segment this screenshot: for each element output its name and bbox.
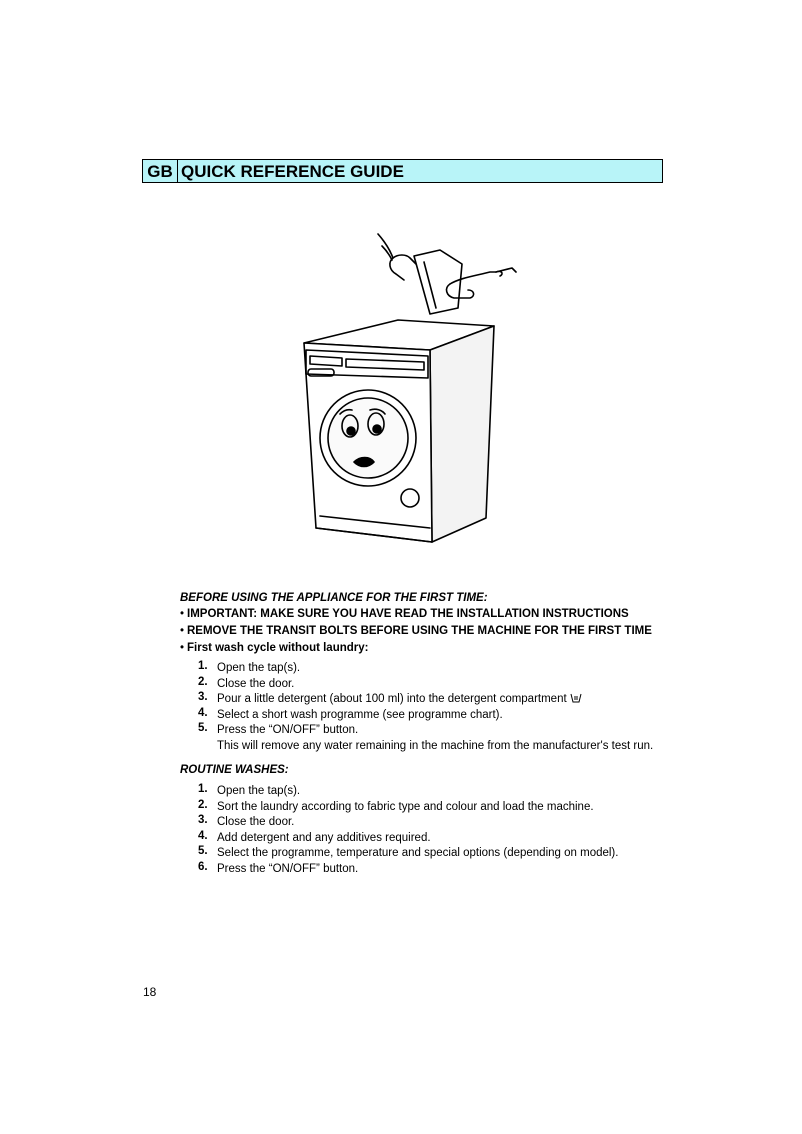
- step-number: 4.: [198, 706, 208, 719]
- step-text: Press the “ON/OFF” button.: [217, 862, 359, 875]
- step-number: 2.: [198, 798, 208, 811]
- list-item: [180, 800, 680, 816]
- washing-machine-illustration: [290, 228, 530, 550]
- step-number: 1.: [198, 783, 208, 795]
- page-title: QUICK REFERENCE GUIDE: [178, 159, 663, 183]
- step-number: 5.: [198, 845, 208, 857]
- bullet-item: [180, 642, 680, 655]
- list-item: [180, 784, 680, 800]
- step-text: Select the programme, temperature and special options (depending on model).: [217, 847, 619, 859]
- step-text: Sort the laundry according to fabric type and colour and load the machine.: [217, 800, 594, 813]
- bullet-item: [180, 625, 680, 638]
- list-item: [180, 831, 680, 847]
- bullet-text: First wash cycle without laundry:: [187, 642, 369, 654]
- step-text: Add detergent and any additives required.: [217, 831, 431, 844]
- step-text: Select a short wash programme (see programme chart).: [217, 708, 503, 721]
- list-item: [180, 862, 680, 878]
- step-text: Close the door.: [217, 816, 295, 828]
- bullet-dot: •: [180, 608, 185, 620]
- step-note: This will remove any water remaining in the machine from the manufacturer's test run.: [217, 739, 654, 752]
- step-number: 5.: [198, 722, 208, 734]
- step-number: 2.: [198, 675, 208, 688]
- step-number: 4.: [198, 829, 208, 842]
- routine-steps: [180, 784, 680, 877]
- bullet-dot: •: [180, 642, 185, 654]
- step-number: 3.: [198, 691, 208, 703]
- list-item: [180, 846, 680, 862]
- section-title-routine: ROUTINE WASHES:: [180, 764, 289, 776]
- list-item: [180, 692, 680, 708]
- detergent-compartment-icon: [570, 693, 582, 703]
- bullet-text: IMPORTANT: MAKE SURE YOU HAVE READ THE INSTALLATION INSTRUCTIONS: [187, 608, 629, 620]
- list-item: [180, 677, 680, 693]
- language-code: GB: [142, 159, 178, 183]
- first-use-steps: [180, 661, 680, 754]
- list-item: [180, 708, 680, 724]
- list-item: [180, 661, 680, 677]
- step-number: 6.: [198, 860, 208, 873]
- step-text: Pour a little detergent (about 100 ml) into the detergent compartment: [217, 693, 567, 705]
- page-number: 18: [143, 985, 157, 999]
- step-text: Open the tap(s).: [217, 785, 301, 797]
- step-text: Open the tap(s).: [217, 662, 301, 674]
- step-number: 3.: [198, 814, 208, 826]
- list-item: [180, 815, 680, 831]
- section-title-first-use: BEFORE USING THE APPLIANCE FOR THE FIRST TIME:: [180, 592, 488, 604]
- bullet-text: REMOVE THE TRANSIT BOLTS BEFORE USING THE MACHINE FOR THE FIRST TIME: [187, 625, 652, 637]
- instructions: [180, 590, 680, 885]
- list-item: [180, 723, 680, 754]
- bullet-item: [180, 608, 680, 621]
- step-text: Close the door.: [217, 677, 295, 690]
- bullet-dot: •: [180, 625, 185, 637]
- step-text: Press the “ON/OFF” button.: [217, 724, 359, 736]
- step-number: 1.: [198, 660, 208, 672]
- section-header: [142, 159, 663, 183]
